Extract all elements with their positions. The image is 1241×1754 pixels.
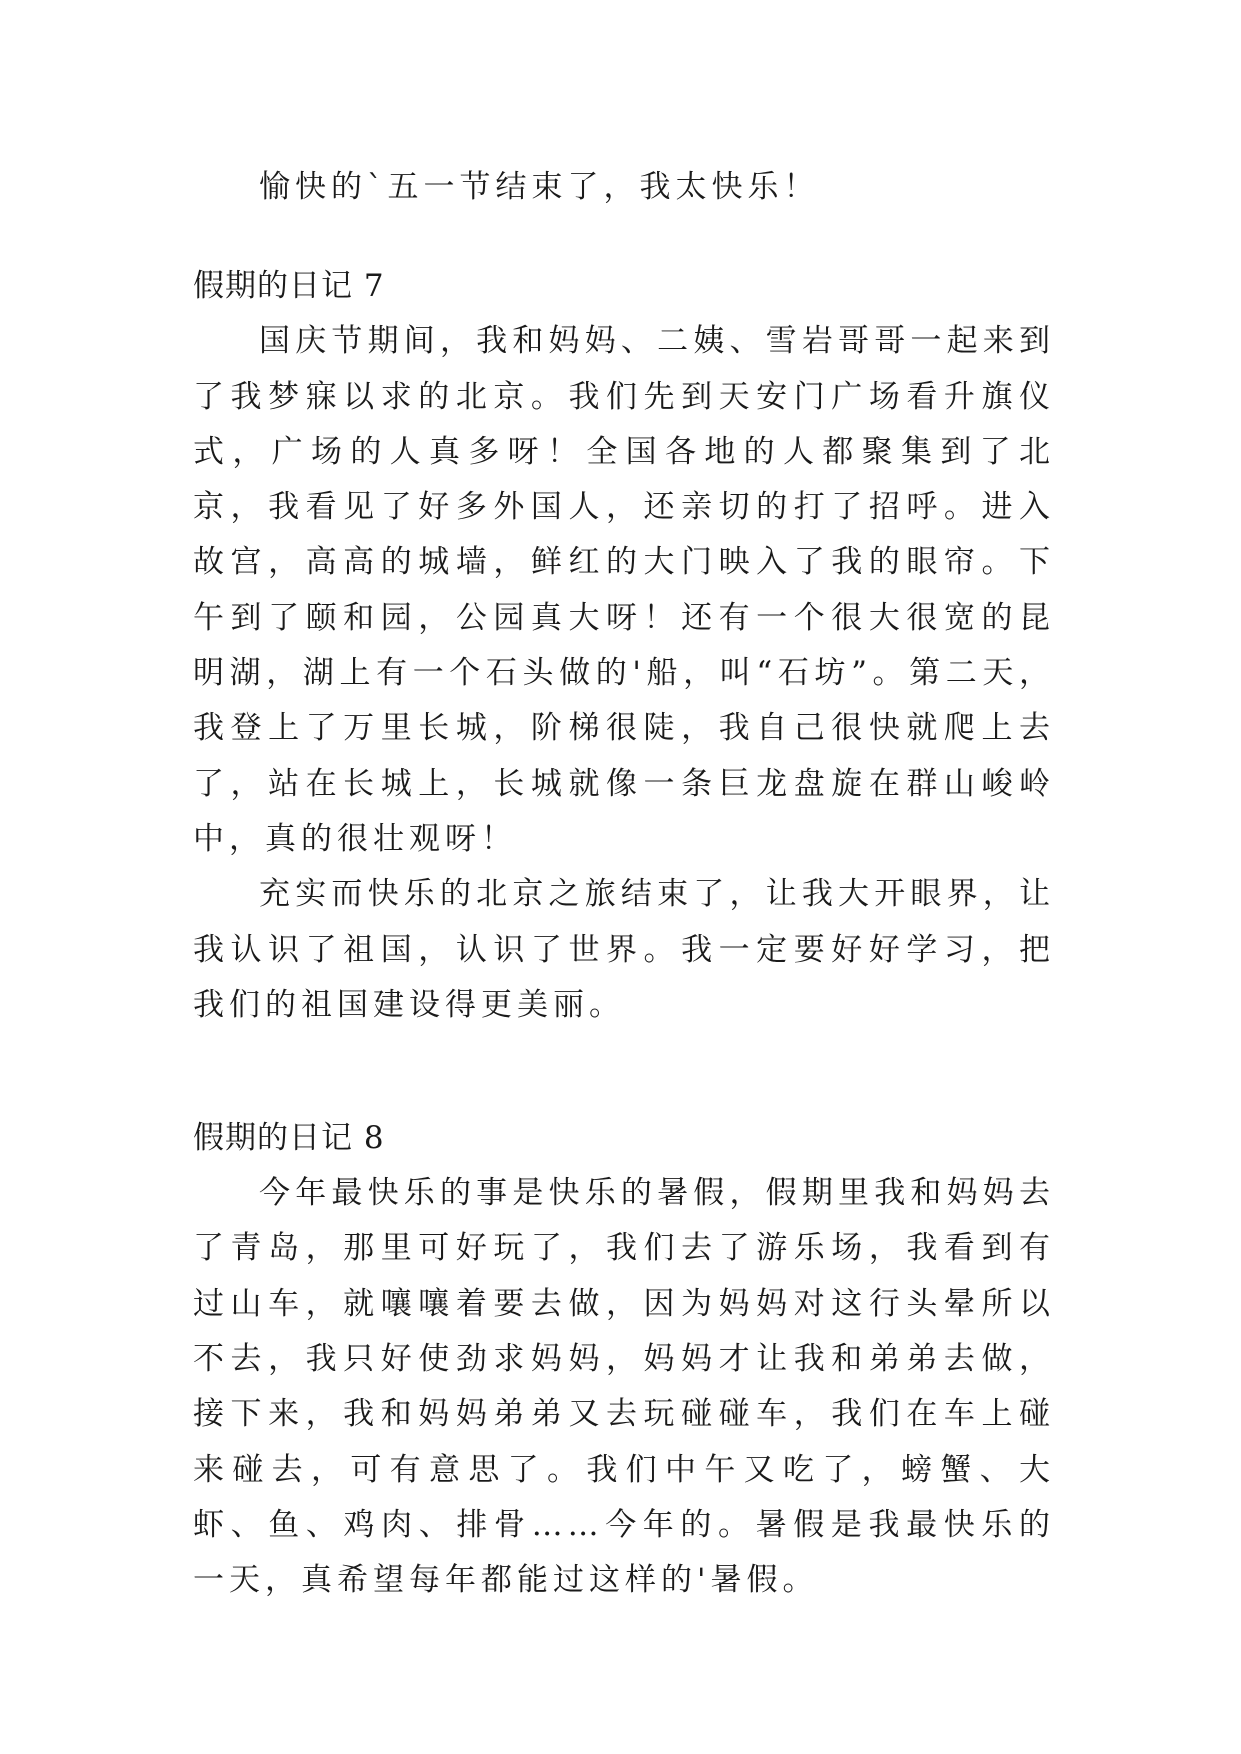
- diary-8-paragraph-1: 今年最快乐的事是快乐的暑假，假期里我和妈妈去了青岛，那里可好玩了，我们去了游乐场，我看到有过山车，就嚷嚷着要去做，因为妈妈对这行头晕所以不去，我只好使劲求妈妈，妈妈才让我和弟弟去做，接下来，我和妈妈弟弟又去玩碰碰车，我们在车上碰来碰去，可有意思了。我们中午又吃了，螃蟹、大虾、鱼、鸡肉、排骨……今年的。暑假是我最快乐的一天，真希望每年都能过这样的'暑假。: [193, 1175, 1055, 1599]
- diary-7-paragraph-2: 充实而快乐的北京之旅结束了，让我大开眼界，让我认识了祖国，认识了世界。我一定要好好学习，把我们的祖国建设得更美丽。: [193, 876, 1055, 1023]
- spacer: [193, 215, 1055, 259]
- closing-paragraph: 愉快的`五一节结束了，我太快乐！: [259, 169, 820, 205]
- diary-7-paragraph-1: 国庆节期间，我和妈妈、二姨、雪岩哥哥一起来到了我梦寐以求的北京。我们先到天安门广场看升旗仪式，广场的人真多呀！全国各地的人都聚集到了北京，我看见了好多外国人，还亲切的打了招呼。进入故宫，高高的城墙，鲜红的大门映入了我的眼帘。下午到了颐和园，公园真大呀！还有一个很大很宽的昆明湖，湖上有一个石头做的'船，叫“石坊”。第二天，我登上了万里长城，阶梯很陡，我自己很快就爬上去了，站在长城上，长城就像一条巨龙盘旋在群山峻岭中，真的很壮观呀！: [193, 323, 1055, 857]
- document-page: [193, 160, 1055, 1609]
- diary-8-heading: 假期的日记 8: [193, 1120, 385, 1157]
- spacer: [193, 1033, 1055, 1111]
- diary-7-heading: 假期的日记 7: [193, 268, 385, 305]
